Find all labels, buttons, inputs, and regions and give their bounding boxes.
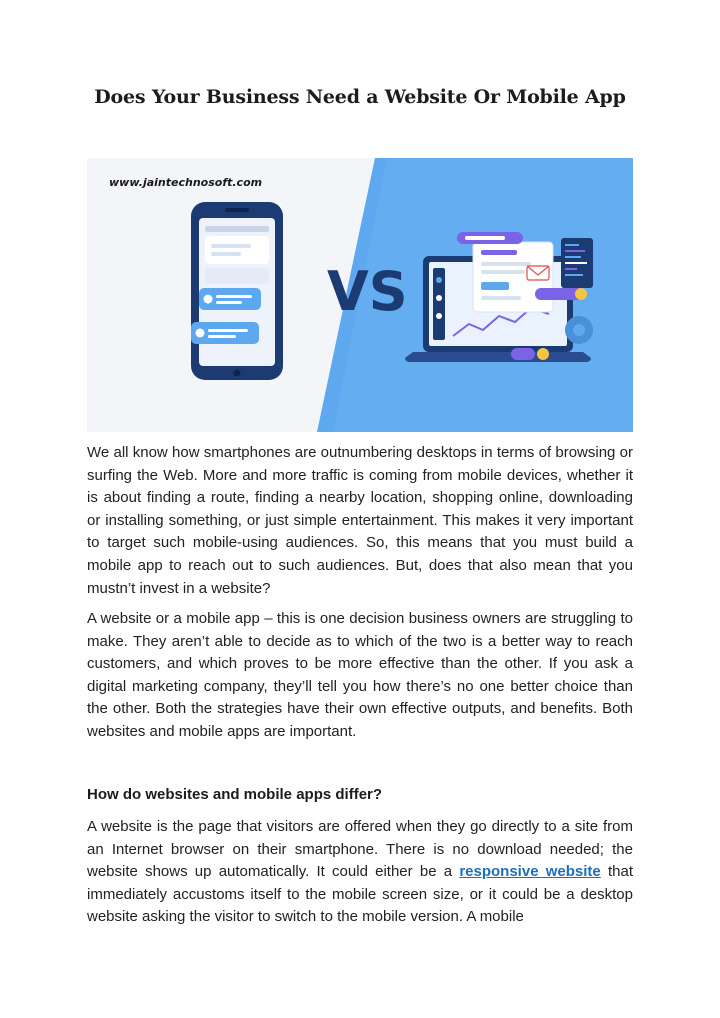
paragraph-difference-text [87,816,633,929]
paragraph-difference-part2: that immediately accustoms itself to the mobile screen size, or it could be a desktop website asking the visitor to switch to the mobile version. A mobile [87,863,633,926]
section-heading: How do websites and mobile apps differ? [87,786,383,803]
page-title: Does Your Business Need a Website Or Mobile App [94,86,626,108]
paragraph-decision [87,608,633,744]
hero-image [87,158,633,432]
paragraph-decision-text: A website or a mobile app – this is one decision business owners are struggling to make. They aren’t able to decide as to which of the two is a better way to reach customers, and which proves to be more effective than the other. If you ask a digital marketing company, they’ll tell you how there’s no one better choice than the other. Both the strategies have their own effective outputs, and benefits. Both websites and mobile apps are important. [87,610,633,740]
paragraph-difference-part1: A website is the page that visitors are offered when they go directly to a site from an Internet browser on their smartphone. There is no download needed; the website shows up automatically. It could either be a [87,818,633,881]
paragraph-intro [87,442,633,600]
paragraph-intro-text: We all know how smartphones are outnumbering desktops in terms of browsing or surfing the Web. More and more traffic is coming from mobile devices, whether it is about finding a route, finding a nearby location, shopping online, downloading or installing something, or just simple entertainment. This makes it very important to target such mobile-using audiences. So, this means that you must build a mobile app to reach out to such audiences. But, does that also mean that you mustn’t invest in a website? [87,444,633,597]
phone-illustration [191,202,283,380]
paragraph-difference [87,816,633,929]
hero-watermark: www.jaintechnosoft.com [109,176,263,189]
vs-text: VS [327,260,408,323]
responsive-website-link[interactable]: responsive website [459,863,601,881]
